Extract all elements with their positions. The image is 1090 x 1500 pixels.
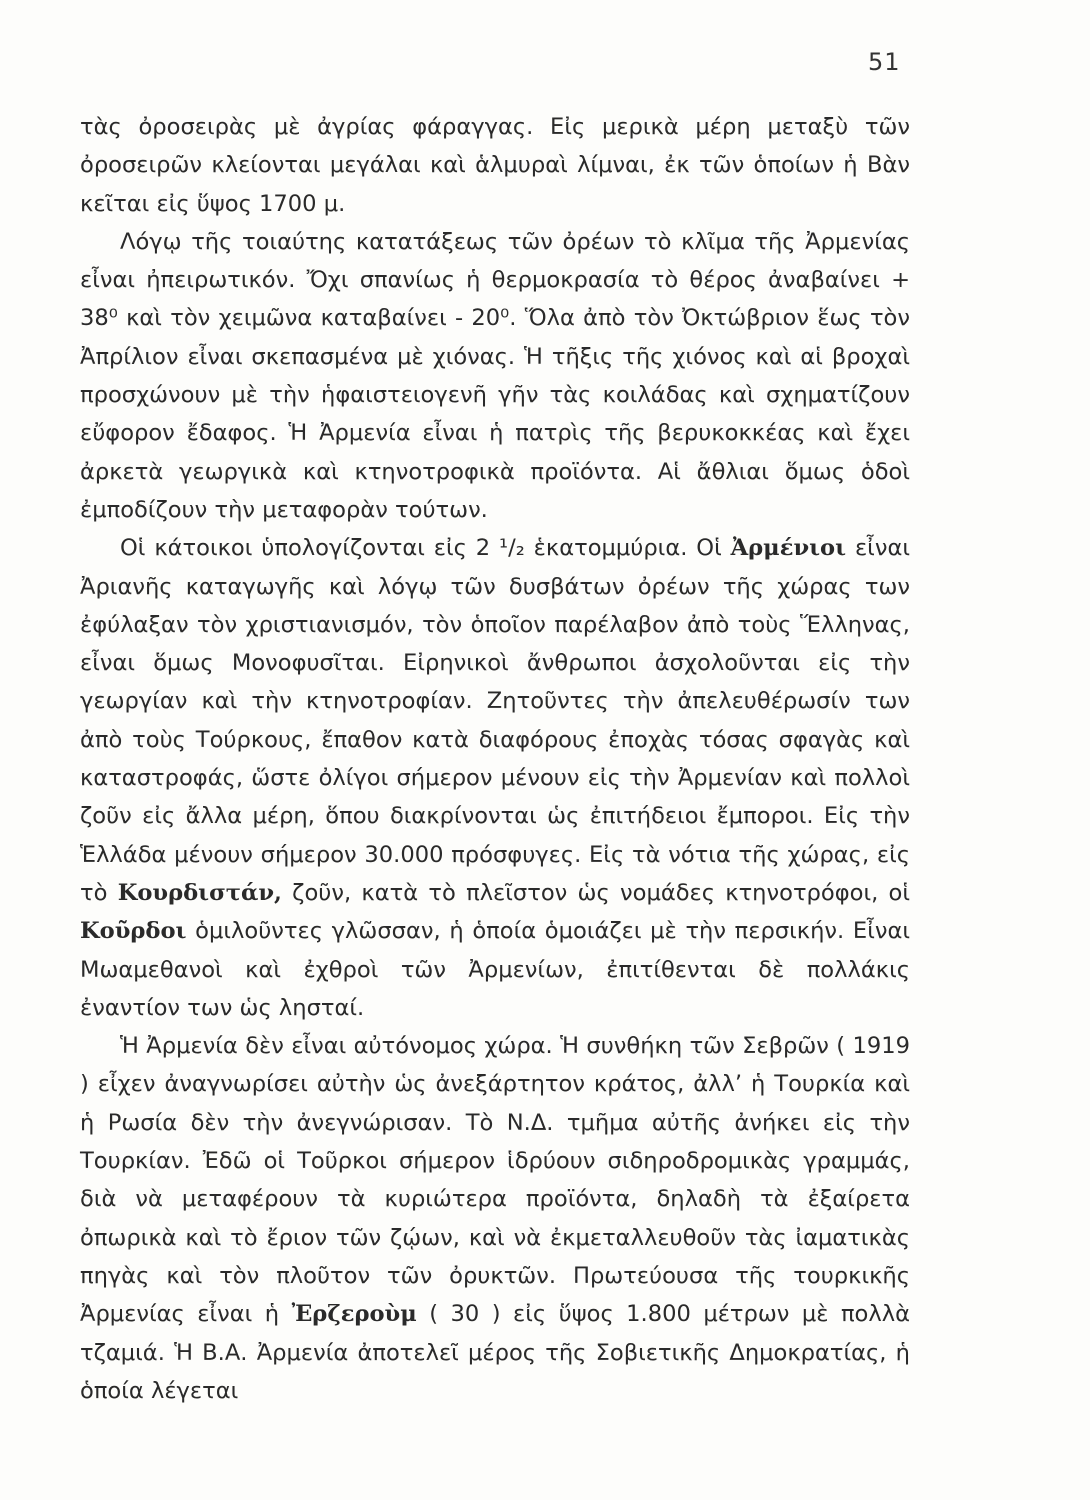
paragraph <box>80 529 910 1027</box>
text-run: ὁμιλοῦντες γλῶσσαν, ἡ ὁποία ὁμοιάζει μὲ τὴν περσικήν. Εἶναι Μωαμεθανοὶ καὶ ἐχθροὶ τῶν Ἀρμενίων, ἐπιτίθενται δὲ πολλάκις ἐναντίον των ὡς λησταί. <box>80 918 910 1021</box>
text-run: Οἱ κάτοικοι ὑπολογίζονται εἰς 2 ¹/₂ ἑκατομμύρια. Οἱ <box>120 535 731 562</box>
bold-term: Ἐρζεροὺμ <box>291 1301 417 1328</box>
text-run: ( 30 ) εἰς ὕψος 1.800 μέτρων μὲ πολλὰ τζαμιά. Ἡ Β.Α. Ἀρμενία ἀποτελεῖ μέρος τῆς Σοβιετικῆς Δημοκρατίας, ἡ ὁποία λέγεται <box>80 1301 911 1404</box>
text-run: Λόγῳ τῆς τοιαύτης κατατάξεως τῶν ὀρέων τὸ κλῖμα τῆς Ἀρμενίας εἶναι ἠπειρωτικόν. Ὄχι σπανίως ἡ θερμοκρασία τὸ θέρος ἀναβαίνει + 38⁰ καὶ τὸν χειμῶνα καταβαίνει - 20⁰. Ὅλα ἀπὸ τὸν Ὀκτώβριον ἕως τὸν Ἀπρίλιον εἶναι σκεπασμένα μὲ χιόνας. Ἡ τῆξις τῆς χιόνος καὶ αἱ βροχαὶ προσχώνουν μὲ τὴν ἡφαιστειογενῆ γῆν τὰς κοιλάδας καὶ σχηματίζουν εὔφορον ἔδαφος. Ἡ Ἀρμενία εἶναι ἡ πατρὶς τῆς βερυκοκκέας καὶ ἔχει ἀρκετὰ γεωργικὰ καὶ κτηνοτροφικὰ προϊόντα. Αἱ ἄθλιαι ὅμως ὁδοὶ ἐμποδίζουν τὴν μεταφορὰν τούτων. <box>80 228 910 523</box>
text-run: τὰς ὀροσειρὰς μὲ ἀγρίας φάραγγας. Εἰς μερικὰ μέρη μεταξὺ τῶν ὀροσειρῶν κλείονται μεγάλαι καὶ ἁλμυραὶ λίμναι, ἐκ τῶν ὁποίων ἡ Βὰν κεῖται εἰς ὕψος 1700 μ. <box>80 114 910 217</box>
bold-term: Ἀρμένιοι <box>730 535 847 562</box>
paragraph <box>80 108 910 223</box>
paragraph <box>80 1027 910 1410</box>
text-run: ζοῦν, κατὰ τὸ πλεῖστον ὡς νομάδες κτηνοτρόφοι, οἱ <box>281 879 911 906</box>
page-number: 51 <box>868 48 901 76</box>
text-run: Ἡ Ἀρμενία δὲν εἶναι αὐτόνομος χώρα. Ἡ συνθήκη τῶν Σεβρῶν ( 1919 ) εἶχεν ἀναγνωρίσει αὐτὴν ὡς ἀνεξάρτητον κράτος, ἀλλ’ ἡ Τουρκία καὶ ἡ Ρωσία δὲν τὴν ἀνεγνώρισαν. Τὸ Ν.Δ. τμῆμα αὐτῆς ἀνήκει εἰς τὴν Τουρκίαν. Ἐδῶ οἱ Τοῦρκοι σήμερον ἱδρύουν σιδηροδρομικὰς γραμμάς, διὰ νὰ μεταφέρουν τὰ κυριώτερα προϊόντα, δηλαδὴ τὰ ἐξαίρετα ὀπωρικὰ καὶ τὸ ἔριον τῶν ζῴων, καὶ νὰ ἐκμεταλλευθοῦν τὰς ἰαματικὰς πηγὰς καὶ τὸν πλοῦτον τῶν ὀρυκτῶν. Πρωτεύουσα τῆς τουρκικῆς Ἀρμενίας εἶναι ἡ <box>80 1033 910 1328</box>
bold-term: Κουρδιστάν, <box>117 879 282 906</box>
body-text <box>80 108 910 1410</box>
paragraph <box>80 223 910 529</box>
bold-term: Κοῦρδοι <box>80 918 187 945</box>
text-run: εἶναι Ἀριανῆς καταγωγῆς καὶ λόγῳ τῶν δυσβάτων ὀρέων τῆς χώρας των ἐφύλαξαν τὸν χριστιανισμόν, τὸν ὁποῖον παρέλαβον ἀπὸ τοὺς Ἕλληνας, εἶναι ὅμως Μονοφυσῖται. Εἰρηνικοὶ ἄνθρωποι ἀσχολοῦνται εἰς τὴν γεωργίαν καὶ τὴν κτηνοτροφίαν. Ζητοῦντες τὴν ἀπελευθέρωσίν των ἀπὸ τοὺς Τούρκους, ἔπαθον κατὰ διαφόρους ἐποχὰς τόσας σφαγὰς καὶ καταστροφάς, ὥστε ὀλίγοι σήμερον μένουν εἰς τὴν Ἀρμενίαν καὶ πολλοὶ ζοῦν εἰς ἄλλα μέρη, ὅπου διακρίνονται ὡς ἐπιτήδειοι ἔμποροι. Εἰς τὴν Ἑλλάδα μένουν σήμερον 30.000 πρόσφυγες. Εἰς τὰ νότια τῆς χώρας, εἰς τὸ <box>80 535 910 906</box>
